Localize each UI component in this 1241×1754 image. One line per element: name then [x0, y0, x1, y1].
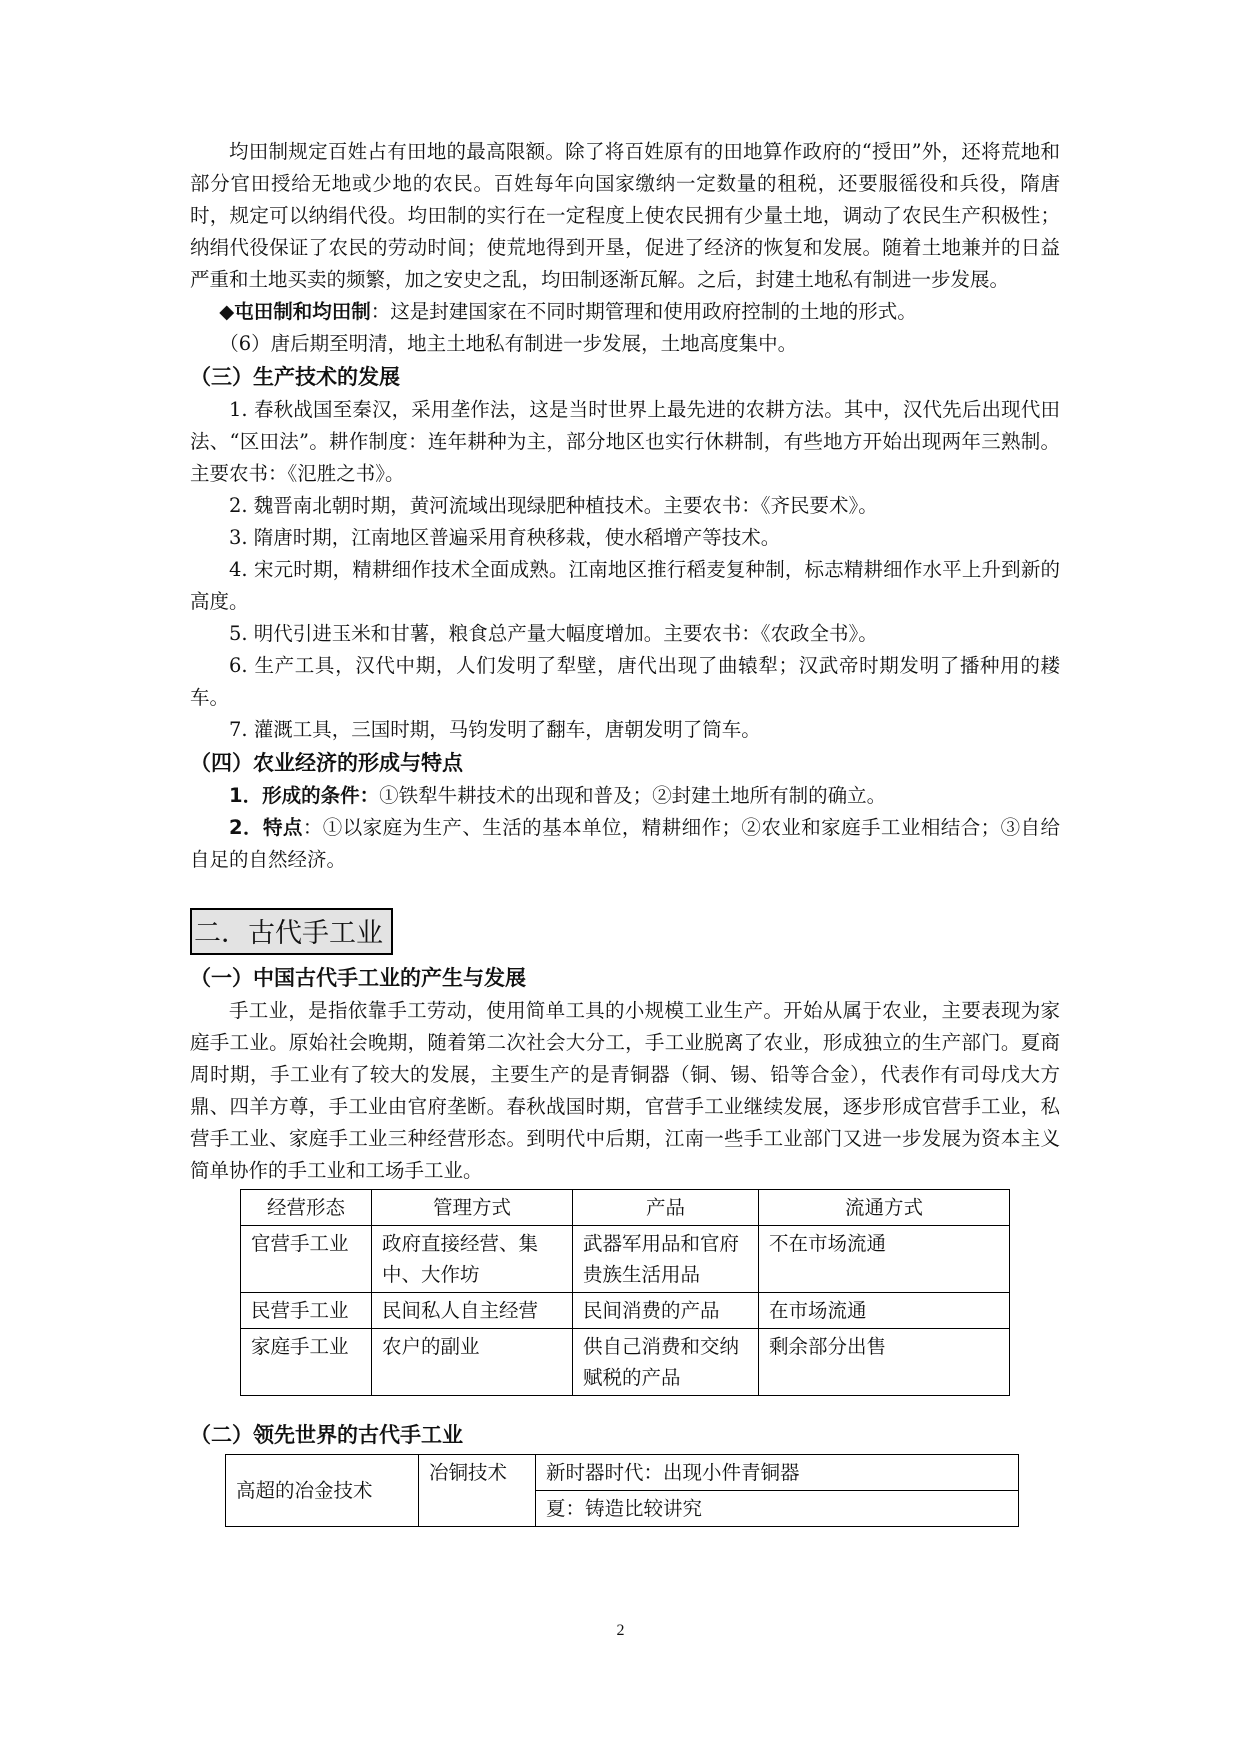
page-number: 2 — [616, 1622, 625, 1639]
table-row — [241, 1293, 1010, 1329]
table-cell: 政府直接经营、集中、大作坊 — [372, 1226, 573, 1293]
item-text: ：①以家庭为生产、生活的基本单位，精耕细作；②农业和家庭手工业相结合；③自给自足的自然经济。 — [190, 816, 1060, 871]
table-cell: 冶铜技术 — [419, 1455, 536, 1527]
item-text: ①铁犁牛耕技术的出现和普及；②封建土地所有制的确立。 — [379, 784, 887, 807]
section-heading-tech: （三）生产技术的发展 — [190, 365, 400, 389]
list-item — [190, 780, 1060, 812]
table-row — [226, 1455, 1019, 1491]
part-title: 二．古代手工业 — [190, 908, 393, 955]
paragraph-tuntian — [190, 296, 1060, 328]
list-item — [190, 812, 1060, 876]
table-cell: 农户的副业 — [372, 1329, 573, 1396]
table-header-cell: 管理方式 — [372, 1190, 573, 1226]
handicraft-table — [240, 1189, 1010, 1396]
table-cell: 家庭手工业 — [241, 1329, 372, 1396]
list-item: 4. 宋元时期，精耕细作技术全面成熟。江南地区推行稻麦复种制，标志精耕细作水平上升到新的高度。 — [190, 558, 1060, 613]
table-cell: 新时器时代：出现小件青铜器 — [536, 1455, 1019, 1491]
table-row — [241, 1329, 1010, 1396]
table-cell: 民间消费的产品 — [573, 1293, 759, 1329]
table-row — [241, 1226, 1010, 1293]
section-heading-leading: （二）领先世界的古代手工业 — [190, 1423, 463, 1447]
table-cell: 在市场流通 — [759, 1293, 1010, 1329]
list-item: 3. 隋唐时期，江南地区普遍采用育秧移栽，使水稻增产等技术。 — [229, 526, 781, 549]
bold-label: ◆屯田制和均田制 — [219, 300, 371, 323]
bold-label: 1．形成的条件： — [229, 784, 380, 807]
list-item: 1. 春秋战国至秦汉，采用垄作法，这是当时世界上最先进的农耕方法。其中，汉代先后出现代田法、“区田法”。耕作制度：连年耕种为主，部分地区也实行休耕制，有些地方开始出现两年三熟制。主要农书：《氾胜之书》。 — [190, 398, 1060, 485]
paragraph-juntian: 均田制规定百姓占有田地的最高限额。除了将百姓原有的田地算作政府的“授田”外，还将荒地和部分官田授给无地或少地的农民。百姓每年向国家缴纳一定数量的租税，还要服徭役和兵役，隋唐时，规定可以纳绢代役。均田制的实行在一定程度上使农民拥有少量土地，调动了农民生产积极性；纳绢代役保证了农民的劳动时间；使荒地得到开垦，促进了经济的恢复和发展。随着土地兼并的日益严重和土地买卖的频繁，加之安史之乱，均田制逐渐瓦解。之后，封建土地私有制进一步发展。 — [190, 140, 1060, 291]
table-header-row — [241, 1190, 1010, 1226]
list-item: 6. 生产工具，汉代中期，人们发明了犁壁，唐代出现了曲辕犁；汉武帝时期发明了播种用的耧车。 — [190, 654, 1060, 709]
table-header-cell: 流通方式 — [759, 1190, 1010, 1226]
table-cell: 不在市场流通 — [759, 1226, 1010, 1293]
list-item: 2. 魏晋南北朝时期，黄河流域出现绿肥种植技术。主要农书：《齐民要术》。 — [229, 494, 878, 517]
table-cell: 武器军用品和官府贵族生活用品 — [573, 1226, 759, 1293]
paragraph-handicraft: 手工业，是指依靠手工劳动，使用简单工具的小规模工业生产。开始从属于农业，主要表现为家庭手工业。原始社会晚期，随着第二次社会大分工，手工业脱离了农业，形成独立的生产部门。夏商周时期，手工业有了较大的发展，主要生产的是青铜器（铜、锡、铅等合金），代表作有司母戊大方鼎、四羊方尊，手工业由官府垄断。春秋战国时期，官营手工业继续发展，逐步形成官营手工业，私营手工业、家庭手工业三种经营形态。到明代中后期，江南一些手工业部门又进一步发展为资本主义简单协作的手工业和工场手工业。 — [190, 999, 1060, 1182]
document-page — [190, 136, 1060, 1527]
table-cell: 民营手工业 — [241, 1293, 372, 1329]
section-heading-handicraft: （一）中国古代手工业的产生与发展 — [190, 966, 526, 990]
table-cell: 剩余部分出售 — [759, 1329, 1010, 1396]
table-header-cell: 产品 — [573, 1190, 759, 1226]
table-cell: 高超的冶金技术 — [226, 1455, 419, 1527]
table-cell: 供自己消费和交纳赋税的产品 — [573, 1329, 759, 1396]
paragraph-tang-ming: （6）唐后期至明清，地主土地私有制进一步发展，土地高度集中。 — [219, 332, 798, 355]
table-cell: 夏：铸造比较讲究 — [536, 1491, 1019, 1527]
list-item: 5. 明代引进玉米和甘薯，粮食总产量大幅度增加。主要农书：《农政全书》。 — [229, 622, 878, 645]
table-cell: 官营手工业 — [241, 1226, 372, 1293]
table-header-cell: 经营形态 — [241, 1190, 372, 1226]
section-heading-economy: （四）农业经济的形成与特点 — [190, 751, 463, 775]
metallurgy-table — [225, 1454, 1019, 1527]
table-cell: 民间私人自主经营 — [372, 1293, 573, 1329]
bold-label: 2．特点 — [229, 816, 303, 839]
list-item: 7. 灌溉工具，三国时期，马钧发明了翻车，唐朝发明了筒车。 — [229, 718, 761, 741]
paragraph-text: ：这是封建国家在不同时期管理和使用政府控制的土地的形式。 — [370, 300, 917, 323]
